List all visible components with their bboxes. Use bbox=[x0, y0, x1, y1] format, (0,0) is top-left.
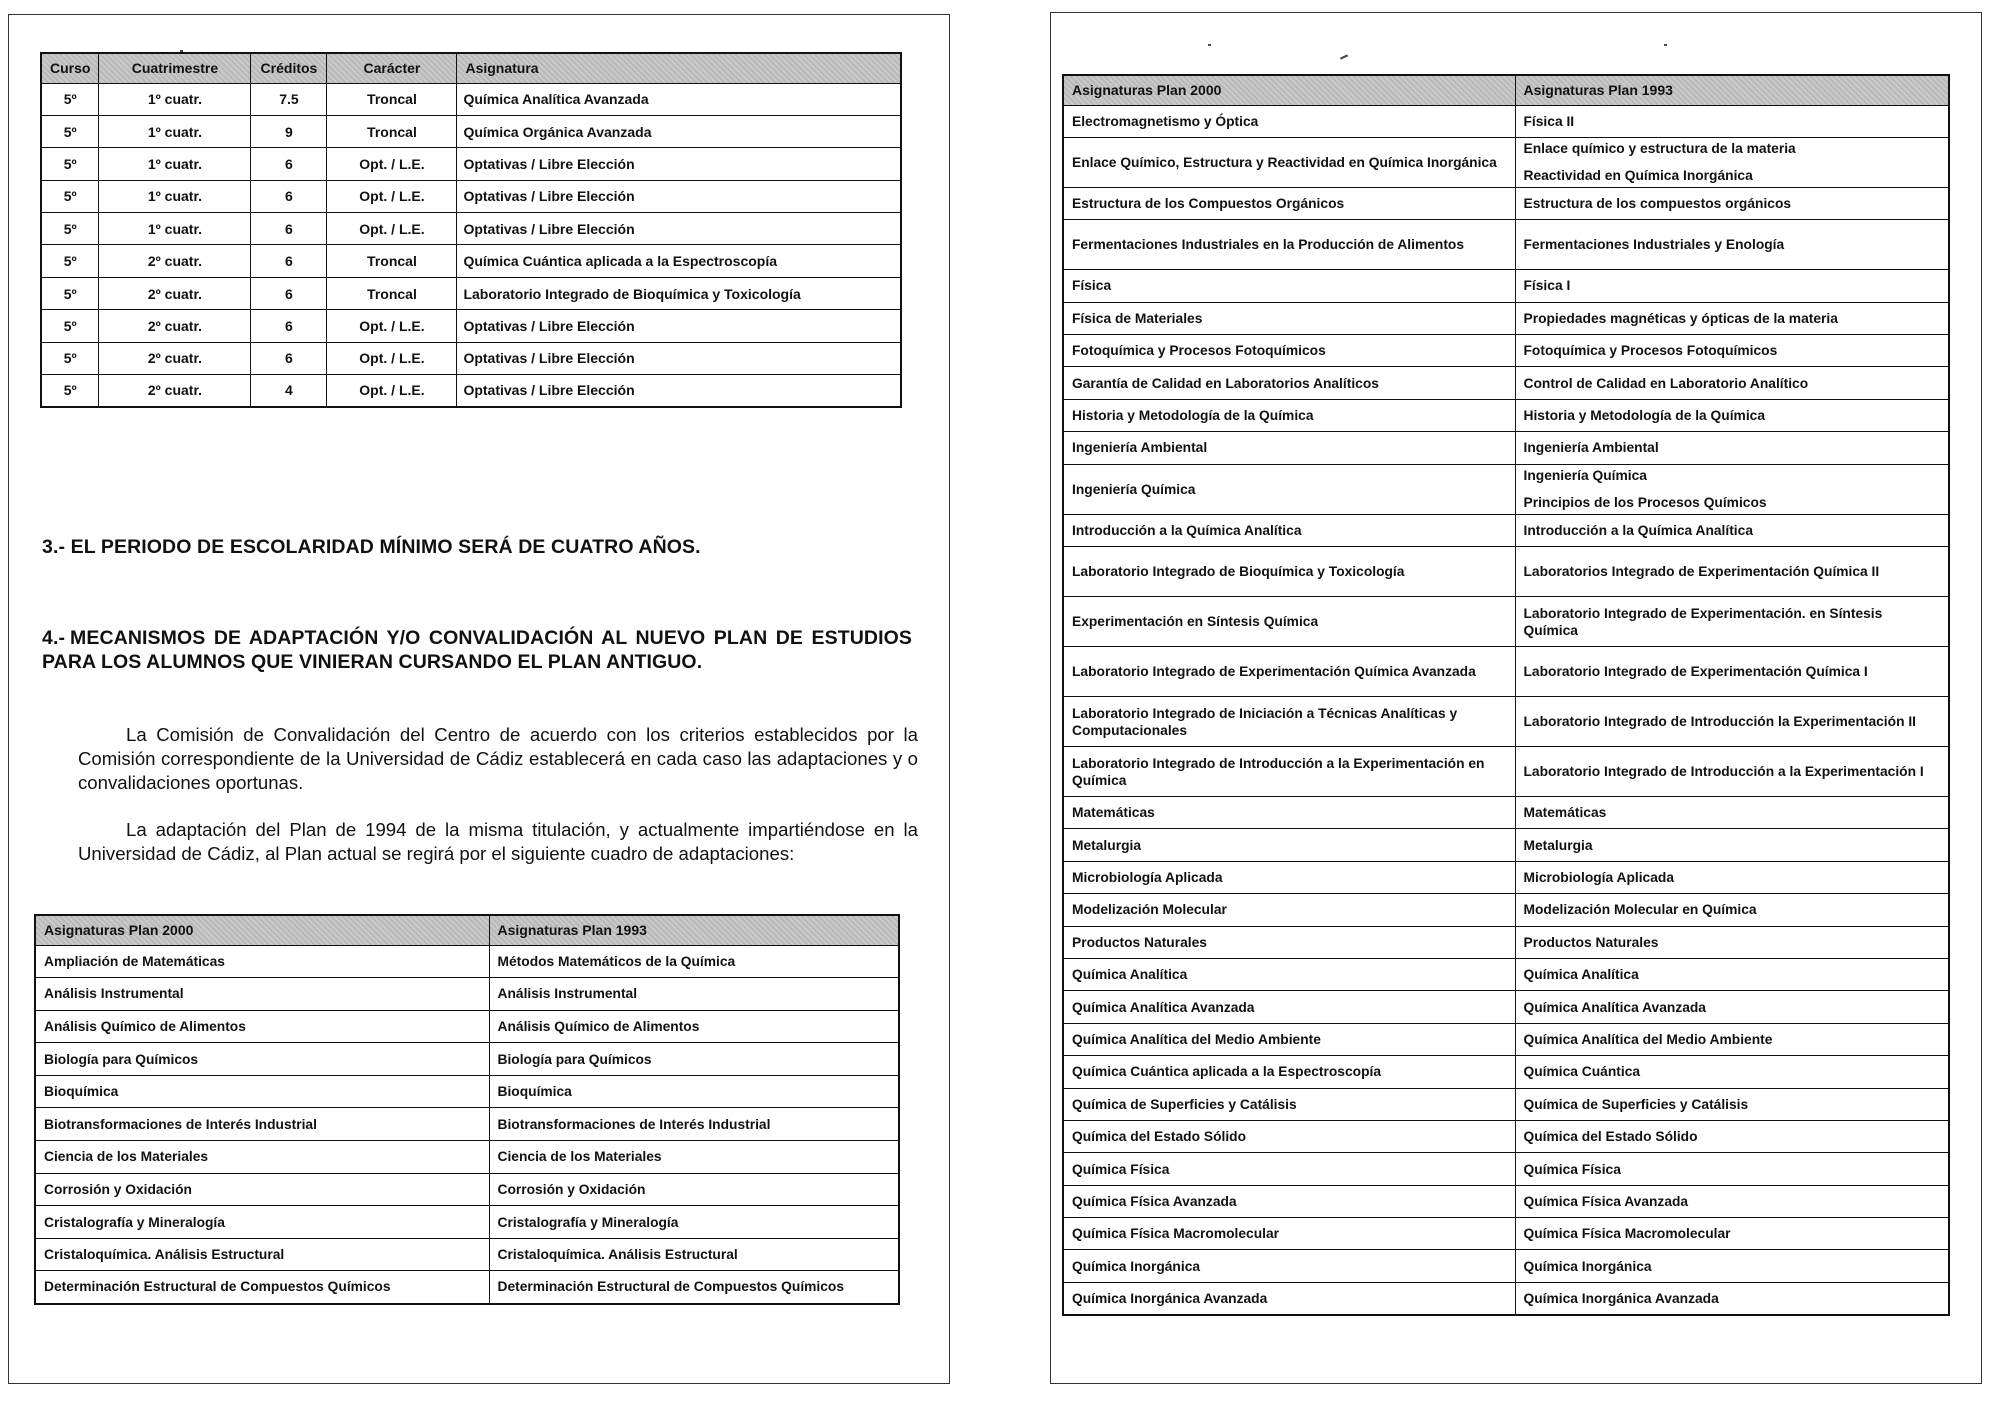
plan-2000-subject: Laboratorio Integrado de Bioquímica y Toxicología bbox=[1063, 547, 1515, 597]
cell-curso: 5º bbox=[41, 148, 99, 180]
plan-2000-subject: Electromagnetismo y Óptica bbox=[1063, 105, 1515, 137]
cell-caracter: Opt. / L.E. bbox=[327, 310, 457, 342]
cell-asignatura: Optativas / Libre Elección bbox=[457, 375, 901, 407]
plan-1993-subject: Laboratorio Integrado de Experimentación Química I bbox=[1523, 664, 1868, 680]
plan-1993-subject: Propiedades magnéticas y ópticas de la materia bbox=[1523, 310, 1838, 326]
plan-2000-subject: Metalurgia bbox=[1063, 829, 1515, 861]
plan-2000-subject: Historia y Metodología de la Química bbox=[1063, 399, 1515, 431]
adaptation-right-header bbox=[1063, 75, 1949, 105]
plan-1993-cell bbox=[1515, 991, 1949, 1023]
plan-1993-subject: Ingeniería Química bbox=[1523, 468, 1647, 484]
plan-1993-subject: Métodos Matemáticos de la Química bbox=[489, 945, 899, 978]
plan-1993-cell bbox=[1515, 464, 1949, 514]
course-row bbox=[41, 342, 901, 374]
adaptation-row bbox=[1063, 829, 1949, 861]
cell-cuatrimestre: 2º cuatr. bbox=[99, 277, 251, 309]
plan-1993-cell bbox=[1515, 335, 1949, 367]
plan-2000-subject: Modelización Molecular bbox=[1063, 894, 1515, 926]
cell-curso: 5º bbox=[41, 342, 99, 374]
course-row bbox=[41, 148, 901, 180]
adaptation-row bbox=[1063, 399, 1949, 431]
cell-caracter: Opt. / L.E. bbox=[327, 180, 457, 212]
cell-caracter: Opt. / L.E. bbox=[327, 148, 457, 180]
adaptation-row bbox=[35, 1238, 899, 1271]
plan-2000-subject: Química Analítica del Medio Ambiente bbox=[1063, 1023, 1515, 1055]
adaptation-row bbox=[1063, 797, 1949, 829]
header-plan-2000: Asignaturas Plan 2000 bbox=[1063, 75, 1515, 105]
plan-2000-subject: Laboratorio Integrado de Introducción a la Experimentación en Química bbox=[1063, 747, 1515, 797]
cell-asignatura: Química Analítica Avanzada bbox=[457, 83, 901, 115]
plan-2000-subject: Biología para Químicos bbox=[35, 1043, 489, 1076]
plan-2000-subject: Biotransformaciones de Interés Industrial bbox=[35, 1108, 489, 1141]
plan-2000-subject: Laboratorio Integrado de Experimentación Química Avanzada bbox=[1063, 647, 1515, 697]
adaptation-row bbox=[35, 1141, 899, 1174]
cell-cuatrimestre: 1º cuatr. bbox=[99, 83, 251, 115]
adaptation-row bbox=[1063, 335, 1949, 367]
cell-caracter: Troncal bbox=[327, 115, 457, 147]
cell-curso: 5º bbox=[41, 245, 99, 277]
plan-1993-subject: Productos Naturales bbox=[1523, 934, 1659, 950]
adaptation-row bbox=[1063, 1056, 1949, 1088]
cell-curso: 5º bbox=[41, 277, 99, 309]
plan-1993-subject: Laboratorio Integrado de Experimentación. en Síntesis Química bbox=[1523, 605, 1883, 638]
plan-1993-cell bbox=[1515, 220, 1949, 270]
plan-2000-subject: Análisis Instrumental bbox=[35, 978, 489, 1011]
plan-1993-cell bbox=[1515, 105, 1949, 137]
plan-1993-subject: Química Inorgánica bbox=[1523, 1258, 1652, 1274]
cell-asignatura: Optativas / Libre Elección bbox=[457, 180, 901, 212]
plan-2000-subject: Análisis Químico de Alimentos bbox=[35, 1010, 489, 1043]
plan-1993-subject: Ingeniería Ambiental bbox=[1523, 440, 1659, 456]
plan-2000-subject: Química de Superficies y Catálisis bbox=[1063, 1088, 1515, 1120]
header-cuatrimestre: Cuatrimestre bbox=[99, 53, 251, 83]
plan-2000-subject: Estructura de los Compuestos Orgánicos bbox=[1063, 187, 1515, 219]
adaptation-row bbox=[35, 1108, 899, 1141]
plan-1993-subject: Química Analítica del Medio Ambiente bbox=[1523, 1031, 1773, 1047]
cell-cuatrimestre: 2º cuatr. bbox=[99, 310, 251, 342]
plan-1993-cell bbox=[1515, 894, 1949, 926]
plan-1993-subject: Química Cuántica bbox=[1523, 1064, 1641, 1080]
plan-1993-cell bbox=[1515, 547, 1949, 597]
cell-caracter: Opt. / L.E. bbox=[327, 342, 457, 374]
header-curso: Curso bbox=[41, 53, 99, 83]
header-plan-1993: Asignaturas Plan 1993 bbox=[1515, 75, 1949, 105]
plan-1993-cell bbox=[1515, 747, 1949, 797]
adaptation-row bbox=[1063, 1120, 1949, 1152]
plan-2000-subject: Ampliación de Matemáticas bbox=[35, 945, 489, 978]
adaptation-row bbox=[1063, 1185, 1949, 1217]
plan-2000-subject: Matemáticas bbox=[1063, 797, 1515, 829]
plan-1993-subject: Modelización Molecular en Química bbox=[1523, 902, 1757, 918]
plan-2000-subject: Química Inorgánica bbox=[1063, 1250, 1515, 1282]
cell-creditos: 7.5 bbox=[251, 83, 327, 115]
plan-1993-subject: Cristaloquímica. Análisis Estructural bbox=[489, 1238, 899, 1271]
adaptation-row bbox=[1063, 367, 1949, 399]
paragraph-1-text: La Comisión de Convalidación del Centro de acuerdo con los criterios establecidos por la Comisión correspondiente de la Universidad de Cádiz establecerá en cada caso las adaptaciones y o convalidaciones oportunas. bbox=[78, 724, 918, 793]
course-row bbox=[41, 245, 901, 277]
cell-asignatura: Química Cuántica aplicada a la Espectroscopía bbox=[457, 245, 901, 277]
cell-asignatura: Optativas / Libre Elección bbox=[457, 310, 901, 342]
cell-cuatrimestre: 1º cuatr. bbox=[99, 213, 251, 245]
plan-2000-subject: Corrosión y Oxidación bbox=[35, 1173, 489, 1206]
section-4-number: 4.- bbox=[42, 627, 66, 649]
plan-1993-cell bbox=[1515, 1088, 1949, 1120]
cell-asignatura: Laboratorio Integrado de Bioquímica y Toxicología bbox=[457, 277, 901, 309]
plan-2000-subject: Química del Estado Sólido bbox=[1063, 1120, 1515, 1152]
plan-1993-cell bbox=[1515, 861, 1949, 893]
course-row bbox=[41, 213, 901, 245]
plan-2000-subject: Laboratorio Integrado de Iniciación a Técnicas Analíticas y Computacionales bbox=[1063, 697, 1515, 747]
cell-caracter: Opt. / L.E. bbox=[327, 213, 457, 245]
plan-2000-subject: Química Física bbox=[1063, 1153, 1515, 1185]
plan-1993-subject: Determinación Estructural de Compuestos Químicos bbox=[489, 1271, 899, 1304]
course-row bbox=[41, 115, 901, 147]
plan-1993-subject: Biología para Químicos bbox=[489, 1043, 899, 1076]
plan-1993-subject: Física II bbox=[1523, 113, 1575, 129]
cell-creditos: 6 bbox=[251, 213, 327, 245]
cell-asignatura: Optativas / Libre Elección bbox=[457, 148, 901, 180]
cell-cuatrimestre: 2º cuatr. bbox=[99, 375, 251, 407]
plan-2000-subject: Química Física Macromolecular bbox=[1063, 1218, 1515, 1250]
cell-asignatura: Optativas / Libre Elección bbox=[457, 213, 901, 245]
adaptation-row bbox=[1063, 1282, 1949, 1314]
plan-2000-subject: Física bbox=[1063, 270, 1515, 302]
plan-1993-cell bbox=[1515, 697, 1949, 747]
cell-curso: 5º bbox=[41, 375, 99, 407]
plan-1993-subject: Análisis Instrumental bbox=[489, 978, 899, 1011]
plan-1993-cell bbox=[1515, 137, 1949, 187]
plan-1993-subject: Química Inorgánica Avanzada bbox=[1523, 1290, 1719, 1306]
plan-1993-cell bbox=[1515, 1218, 1949, 1250]
adaptation-row bbox=[1063, 464, 1949, 514]
adaptation-row bbox=[35, 978, 899, 1011]
plan-1993-cell bbox=[1515, 432, 1949, 464]
plan-2000-subject: Fotoquímica y Procesos Fotoquímicos bbox=[1063, 335, 1515, 367]
plan-1993-cell bbox=[1515, 926, 1949, 958]
adaptation-row bbox=[1063, 958, 1949, 990]
plan-1993-cell bbox=[1515, 647, 1949, 697]
course-row bbox=[41, 83, 901, 115]
adaptation-row bbox=[35, 1075, 899, 1108]
cell-caracter: Opt. / L.E. bbox=[327, 375, 457, 407]
adaptation-row bbox=[1063, 894, 1949, 926]
plan-1993-subject: Química Física bbox=[1523, 1161, 1621, 1177]
plan-2000-subject: Cristaloquímica. Análisis Estructural bbox=[35, 1238, 489, 1271]
plan-1993-cell bbox=[1515, 302, 1949, 334]
plan-1993-cell bbox=[1515, 1023, 1949, 1055]
adaptation-row bbox=[1063, 861, 1949, 893]
plan-2000-subject: Microbiología Aplicada bbox=[1063, 861, 1515, 893]
plan-1993-subject: Matemáticas bbox=[1523, 805, 1607, 821]
cell-caracter: Troncal bbox=[327, 277, 457, 309]
course-table bbox=[40, 52, 902, 408]
adaptation-row bbox=[35, 1271, 899, 1304]
plan-2000-subject: Experimentación en Síntesis Química bbox=[1063, 597, 1515, 647]
plan-1993-subject: Bioquímica bbox=[489, 1075, 899, 1108]
cell-creditos: 6 bbox=[251, 180, 327, 212]
cell-cuatrimestre: 2º cuatr. bbox=[99, 245, 251, 277]
plan-1993-subject: Control de Calidad en Laboratorio Analítico bbox=[1523, 375, 1809, 391]
scan-speck bbox=[180, 50, 183, 52]
header-caracter: Carácter bbox=[327, 53, 457, 83]
adaptation-row bbox=[1063, 105, 1949, 137]
section-4-text: MECANISMOS DE ADAPTACIÓN Y/O CONVALIDACIÓN AL NUEVO PLAN DE ESTUDIOS PARA LOS ALUMNOS QUE VINIERAN CURSANDO EL PLAN ANTIGUO. bbox=[42, 627, 912, 673]
adaptation-row bbox=[35, 1206, 899, 1239]
plan-1993-subject: Enlace químico y estructura de la materia bbox=[1523, 141, 1796, 157]
plan-1993-subject: Principios de los Procesos Químicos bbox=[1523, 495, 1767, 511]
plan-2000-subject: Garantía de Calidad en Laboratorios Analíticos bbox=[1063, 367, 1515, 399]
adaptation-row bbox=[35, 1043, 899, 1076]
adaptation-table-right bbox=[1062, 74, 1950, 1316]
plan-1993-subject: Química Analítica bbox=[1523, 967, 1639, 983]
cell-cuatrimestre: 2º cuatr. bbox=[99, 342, 251, 374]
cell-creditos: 6 bbox=[251, 310, 327, 342]
plan-2000-subject: Introducción a la Química Analítica bbox=[1063, 514, 1515, 546]
plan-1993-cell bbox=[1515, 597, 1949, 647]
plan-1993-subject: Microbiología Aplicada bbox=[1523, 869, 1675, 885]
cell-cuatrimestre: 1º cuatr. bbox=[99, 180, 251, 212]
plan-1993-cell bbox=[1515, 187, 1949, 219]
cell-caracter: Troncal bbox=[327, 245, 457, 277]
adaptation-row bbox=[1063, 926, 1949, 958]
cell-curso: 5º bbox=[41, 115, 99, 147]
adaptation-row bbox=[1063, 547, 1949, 597]
cell-curso: 5º bbox=[41, 213, 99, 245]
plan-1993-subject: Química Física Avanzada bbox=[1523, 1193, 1689, 1209]
cell-asignatura: Optativas / Libre Elección bbox=[457, 342, 901, 374]
cell-curso: 5º bbox=[41, 310, 99, 342]
plan-1993-subject: Laboratorios Integrado de Experimentación Química II bbox=[1523, 564, 1880, 580]
plan-2000-subject: Ingeniería Química bbox=[1063, 464, 1515, 514]
adaptation-row bbox=[1063, 647, 1949, 697]
course-row bbox=[41, 277, 901, 309]
plan-1993-subject: Ciencia de los Materiales bbox=[489, 1141, 899, 1174]
plan-1993-cell bbox=[1515, 1282, 1949, 1314]
plan-1993-cell bbox=[1515, 1056, 1949, 1088]
plan-1993-cell bbox=[1515, 829, 1949, 861]
plan-1993-subject: Análisis Químico de Alimentos bbox=[489, 1010, 899, 1043]
adaptation-row bbox=[1063, 514, 1949, 546]
plan-1993-subject: Fotoquímica y Procesos Fotoquímicos bbox=[1523, 343, 1778, 359]
plan-2000-subject: Ingeniería Ambiental bbox=[1063, 432, 1515, 464]
plan-1993-subject: Biotransformaciones de Interés Industrial bbox=[489, 1108, 899, 1141]
adaptation-row bbox=[1063, 137, 1949, 187]
plan-2000-subject: Química Física Avanzada bbox=[1063, 1185, 1515, 1217]
cell-creditos: 6 bbox=[251, 148, 327, 180]
plan-2000-subject: Química Analítica bbox=[1063, 958, 1515, 990]
plan-1993-subject: Química Analítica Avanzada bbox=[1523, 999, 1706, 1015]
adaptation-row bbox=[35, 945, 899, 978]
adaptation-left-header bbox=[35, 915, 899, 945]
cell-cuatrimestre: 1º cuatr. bbox=[99, 148, 251, 180]
adaptation-table-left bbox=[34, 914, 900, 1305]
plan-1993-subject: Reactividad en Química Inorgánica bbox=[1523, 168, 1753, 184]
scan-speck bbox=[1208, 44, 1211, 46]
plan-1993-cell bbox=[1515, 399, 1949, 431]
plan-1993-cell bbox=[1515, 1250, 1949, 1282]
plan-2000-subject: Física de Materiales bbox=[1063, 302, 1515, 334]
plan-1993-subject: Física I bbox=[1523, 278, 1571, 294]
plan-2000-subject: Bioquímica bbox=[35, 1075, 489, 1108]
course-table-header bbox=[41, 53, 901, 83]
plan-2000-subject: Ciencia de los Materiales bbox=[35, 1141, 489, 1174]
adaptation-row bbox=[1063, 187, 1949, 219]
plan-1993-cell bbox=[1515, 270, 1949, 302]
course-row bbox=[41, 375, 901, 407]
cell-creditos: 6 bbox=[251, 342, 327, 374]
adaptation-row bbox=[1063, 220, 1949, 270]
paragraph-adaptacion bbox=[78, 818, 918, 866]
plan-1993-subject: Introducción a la Química Analítica bbox=[1523, 522, 1753, 538]
plan-1993-cell bbox=[1515, 797, 1949, 829]
plan-1993-subject: Fermentaciones Industriales y Enología bbox=[1523, 237, 1785, 253]
plan-1993-subject: Química Física Macromolecular bbox=[1523, 1226, 1731, 1242]
section-3-text: EL PERIODO DE ESCOLARIDAD MÍNIMO SERÁ DE CUATRO AÑOS. bbox=[70, 536, 701, 558]
plan-1993-subject: Estructura de los compuestos orgánicos bbox=[1523, 196, 1792, 212]
plan-2000-subject: Cristalografía y Mineralogía bbox=[35, 1206, 489, 1239]
plan-2000-subject: Enlace Químico, Estructura y Reactividad en Química Inorgánica bbox=[1063, 137, 1515, 187]
plan-2000-subject: Determinación Estructural de Compuestos Químicos bbox=[35, 1271, 489, 1304]
cell-caracter: Troncal bbox=[327, 83, 457, 115]
plan-1993-cell bbox=[1515, 1185, 1949, 1217]
cell-creditos: 6 bbox=[251, 277, 327, 309]
plan-1993-cell bbox=[1515, 1153, 1949, 1185]
adaptation-row bbox=[1063, 991, 1949, 1023]
course-row bbox=[41, 310, 901, 342]
adaptation-row bbox=[1063, 747, 1949, 797]
plan-1993-cell bbox=[1515, 958, 1949, 990]
paragraph-2-text: La adaptación del Plan de 1994 de la misma titulación, y actualmente impartiéndose en la Universidad de Cádiz, al Plan actual se regirá por el siguiente cuadro de adaptaciones: bbox=[78, 819, 918, 864]
course-row bbox=[41, 180, 901, 212]
adaptation-row bbox=[1063, 597, 1949, 647]
plan-2000-subject: Productos Naturales bbox=[1063, 926, 1515, 958]
plan-2000-subject: Fermentaciones Industriales en la Producción de Alimentos bbox=[1063, 220, 1515, 270]
section-4-heading bbox=[42, 626, 912, 674]
cell-cuatrimestre: 1º cuatr. bbox=[99, 115, 251, 147]
adaptation-row bbox=[35, 1010, 899, 1043]
plan-1993-subject: Química de Superficies y Catálisis bbox=[1523, 1096, 1749, 1112]
adaptation-row bbox=[1063, 302, 1949, 334]
section-3-heading bbox=[42, 536, 701, 559]
cell-creditos: 4 bbox=[251, 375, 327, 407]
cell-creditos: 9 bbox=[251, 115, 327, 147]
plan-2000-subject: Química Analítica Avanzada bbox=[1063, 991, 1515, 1023]
cell-asignatura: Química Orgánica Avanzada bbox=[457, 115, 901, 147]
adaptation-row bbox=[1063, 432, 1949, 464]
plan-1993-subject: Corrosión y Oxidación bbox=[489, 1173, 899, 1206]
plan-2000-subject: Química Cuántica aplicada a la Espectroscopía bbox=[1063, 1056, 1515, 1088]
plan-1993-cell bbox=[1515, 367, 1949, 399]
adaptation-row bbox=[1063, 1153, 1949, 1185]
adaptation-row bbox=[35, 1173, 899, 1206]
cell-curso: 5º bbox=[41, 180, 99, 212]
plan-1993-subject: Laboratorio Integrado de Introducción la Experimentación II bbox=[1523, 714, 1916, 730]
header-asignatura: Asignatura bbox=[457, 53, 901, 83]
scan-speck bbox=[1664, 44, 1667, 46]
plan-1993-subject: Metalurgia bbox=[1523, 837, 1593, 853]
adaptation-row bbox=[1063, 1250, 1949, 1282]
adaptation-row bbox=[1063, 697, 1949, 747]
plan-1993-cell bbox=[1515, 1120, 1949, 1152]
cell-curso: 5º bbox=[41, 83, 99, 115]
header-plan-1993: Asignaturas Plan 1993 bbox=[489, 915, 899, 945]
header-plan-2000: Asignaturas Plan 2000 bbox=[35, 915, 489, 945]
adaptation-row bbox=[1063, 1088, 1949, 1120]
adaptation-row bbox=[1063, 1218, 1949, 1250]
plan-1993-cell bbox=[1515, 514, 1949, 546]
section-3-number: 3.- bbox=[42, 536, 66, 558]
plan-1993-subject: Laboratorio Integrado de Introducción a la Experimentación I bbox=[1523, 764, 1924, 780]
plan-1993-subject: Cristalografía y Mineralogía bbox=[489, 1206, 899, 1239]
adaptation-row bbox=[1063, 1023, 1949, 1055]
adaptation-row bbox=[1063, 270, 1949, 302]
cell-creditos: 6 bbox=[251, 245, 327, 277]
plan-2000-subject: Química Inorgánica Avanzada bbox=[1063, 1282, 1515, 1314]
plan-1993-subject: Historia y Metodología de la Química bbox=[1523, 408, 1765, 424]
plan-1993-subject: Química del Estado Sólido bbox=[1523, 1129, 1698, 1145]
paragraph-convalidacion bbox=[78, 723, 918, 795]
header-creditos: Créditos bbox=[251, 53, 327, 83]
